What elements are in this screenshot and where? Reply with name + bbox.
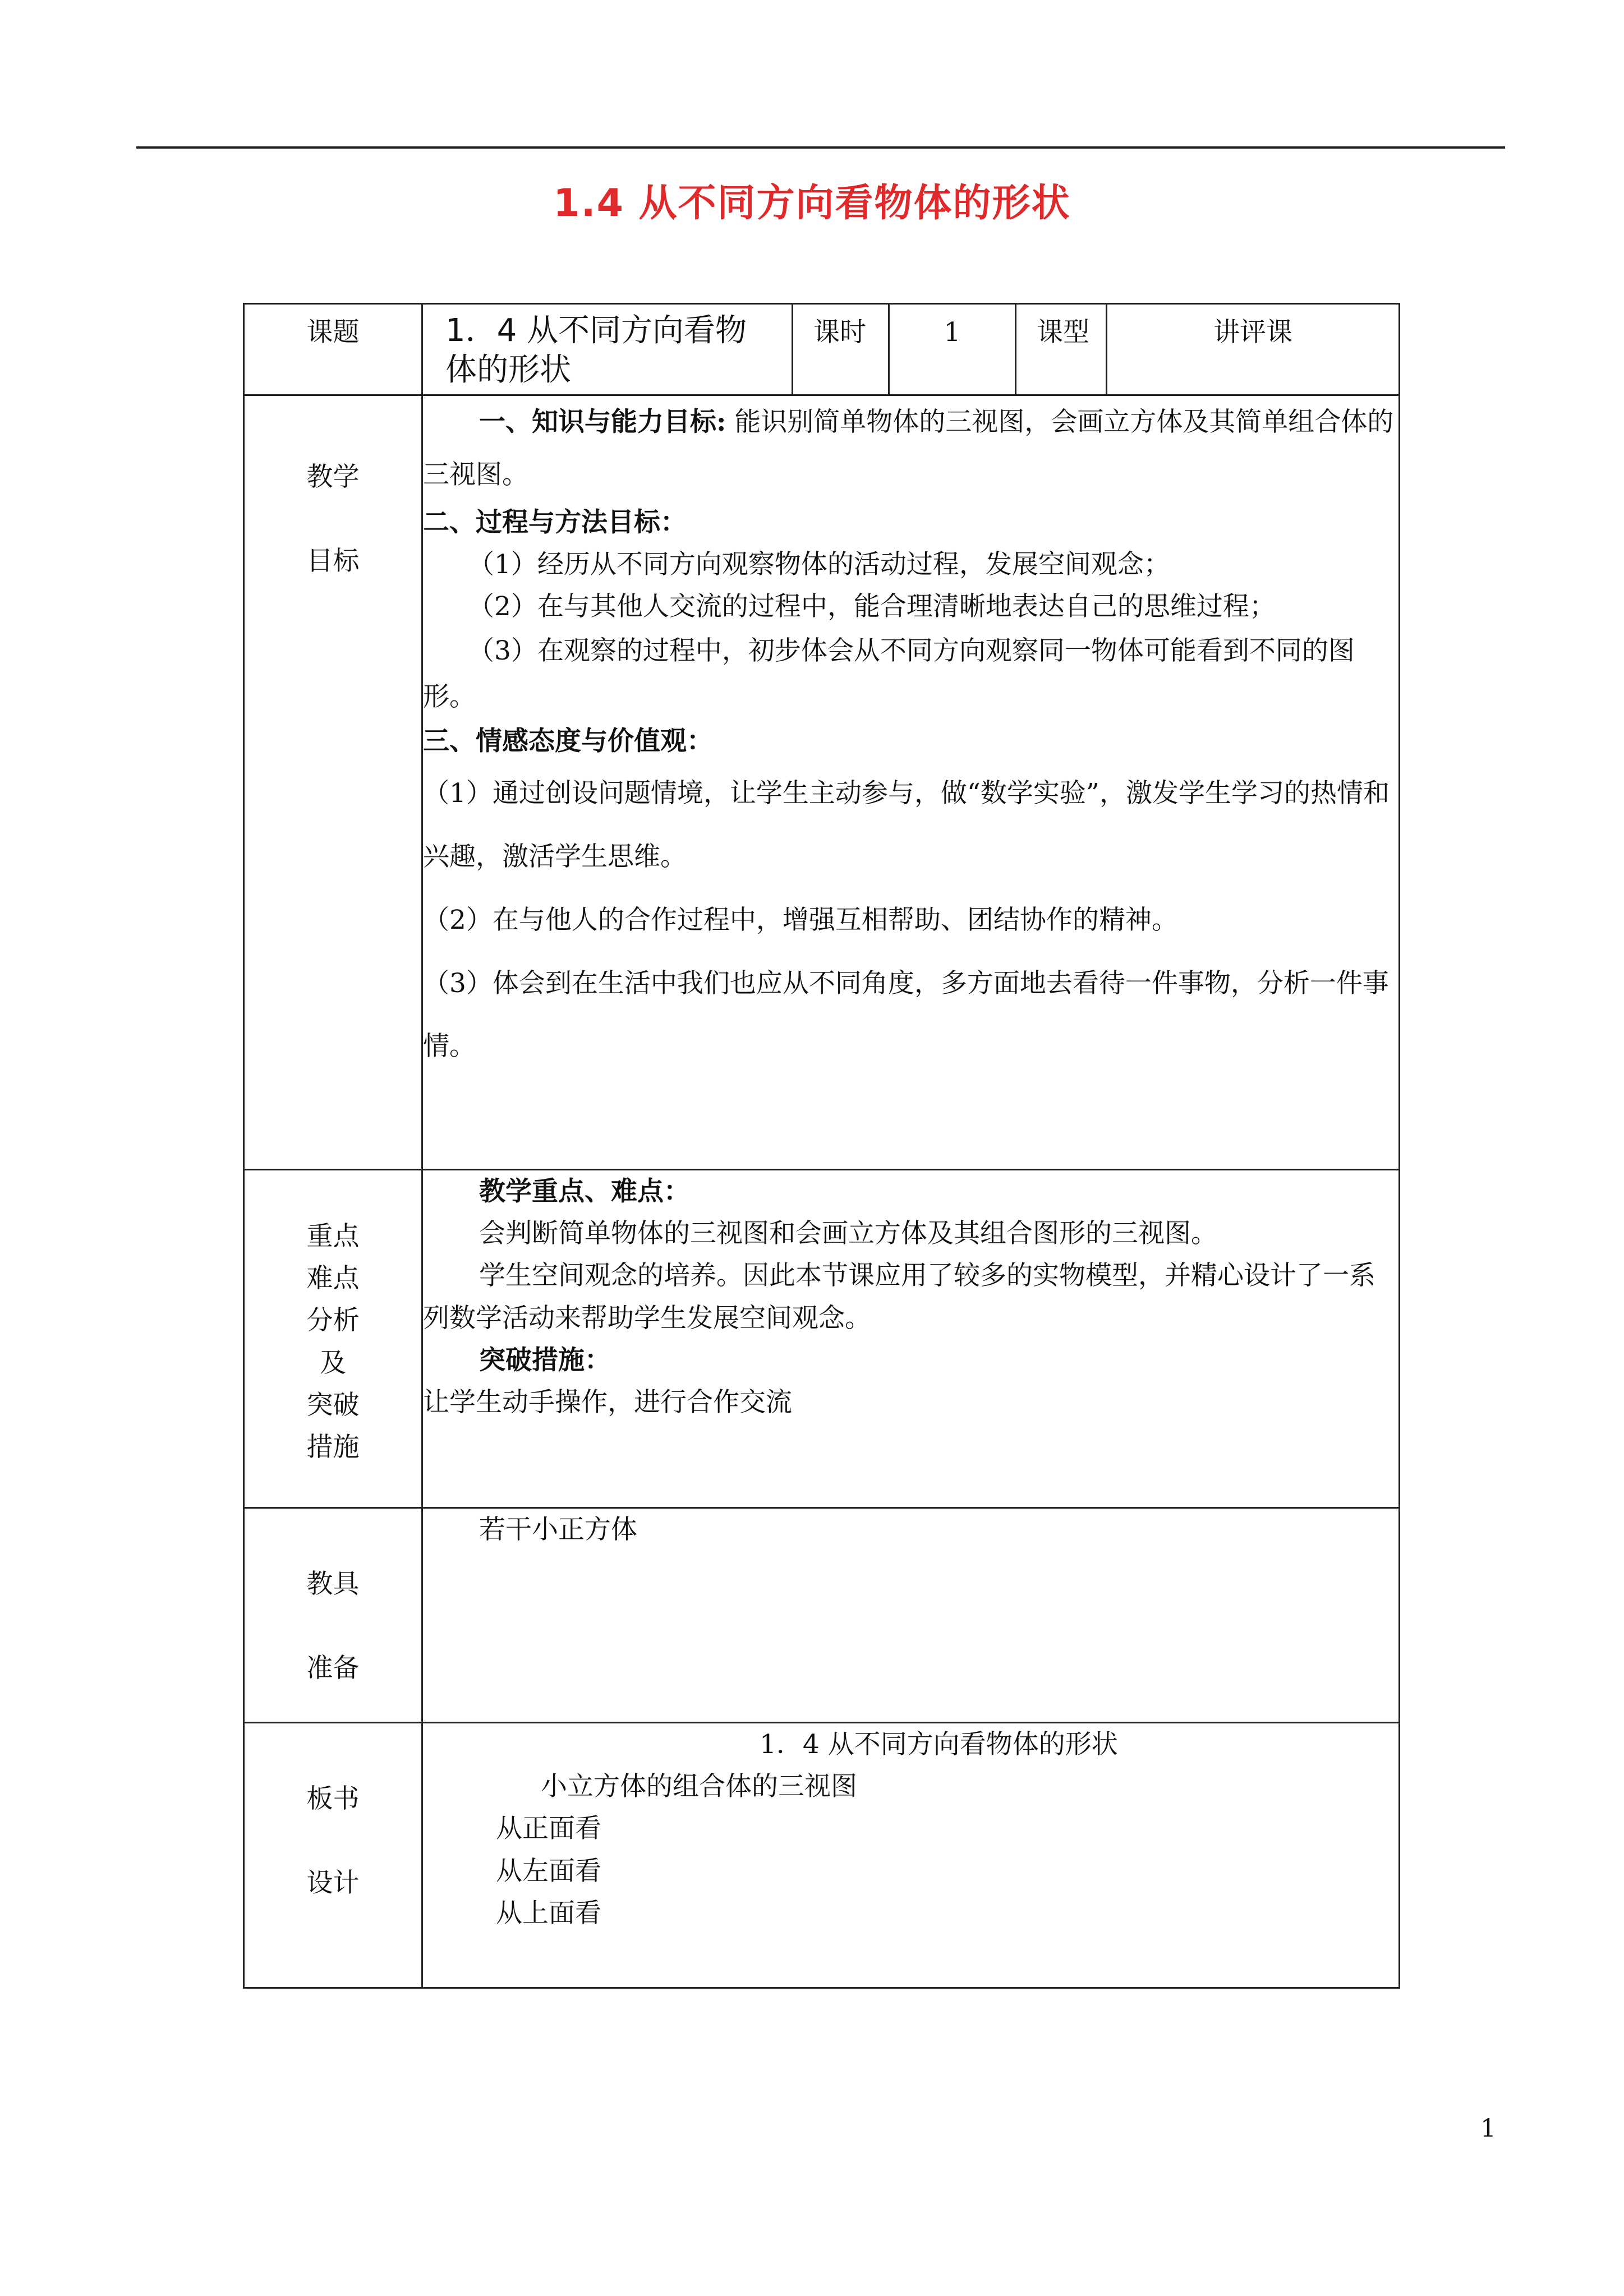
knowledge-text: 能识别简单物体的三视图，会画立方体及其简单组合体的三视图。	[423, 407, 1394, 490]
measures-heading: 突破措施：	[479, 1344, 611, 1376]
goals-content: 一、知识与能力目标: 能识别简单物体的三视图，会画立方体及其简单组合体的三视图。 二、过程与方法目标： （1）经历从不同方向观察物体的活动过程，发展空间观念； （2）在与其他人交流的过程中，能合理清晰地表达自己的思维过程； （3）在观察的过程中，初步体会从不同方向观察同一物体可能看到不同的图形。 三、情感态度与价值观： （1）通过创设问题情境，让学生主动参与，做“数学实验”，激发学生学习的热情和兴趣，激活学生思维。 （2）在与他人的合作过程中，增强互相帮助、团结协作的精神。 （3）体会到在生活中我们也应从不同角度，多方面地去看待一件事物，分析一件事情。	[422, 395, 1400, 1170]
tools-label	[244, 1508, 422, 1723]
key-points-line2: 学生空间观念的培养。因此本节课应用了较多的实物模型，并精心设计了一系列数学活动来帮助学生发展空间观念。	[423, 1260, 1375, 1334]
board-subtitle: 小立方体的组合体的三视图	[541, 1771, 857, 1802]
key-label-line6: 措施	[306, 1431, 360, 1463]
emotion-heading: 三、情感态度与价值观：	[423, 726, 713, 757]
board-row	[244, 1723, 1400, 1988]
emotion-item-3: （3）体会到在生活中我们也应从不同角度，多方面地去看待一件事物，分析一件事情。	[423, 967, 1389, 1062]
key-points-content	[422, 1170, 1400, 1508]
measures-text: 让学生动手操作，进行合作交流	[423, 1386, 792, 1418]
board-item-left: 从左面看	[496, 1855, 601, 1887]
topic-label: 课题	[244, 304, 422, 395]
emotion-item-2: （2）在与他人的合作过程中，增强互相帮助、团结协作的精神。	[423, 904, 1178, 935]
process-item-1: （1）经历从不同方向观察物体的活动过程，发展空间观念；	[468, 549, 1170, 580]
key-label-line3: 分析	[306, 1305, 360, 1336]
key-points-line1: 会判断简单物体的三视图和会画立方体及其组合图形的三视图。	[479, 1218, 1217, 1250]
header-row	[244, 304, 1400, 395]
board-label-line1: 板书	[306, 1783, 360, 1814]
goals-label	[244, 395, 422, 1170]
board-item-front: 从正面看	[496, 1813, 601, 1845]
goals-label-line1: 教学	[306, 462, 360, 492]
period-value: 1	[889, 304, 1016, 395]
board-content	[422, 1723, 1400, 1988]
key-label-line1: 重点	[306, 1221, 360, 1252]
header-rule	[136, 146, 1505, 149]
tools-label-line1: 教具	[306, 1569, 360, 1599]
type-value: 讲评课	[1107, 304, 1400, 395]
period-label: 课时	[793, 304, 889, 395]
document-title: 1.4 从不同方向看物体的形状	[553, 181, 1071, 225]
key-points-label	[244, 1170, 422, 1508]
board-item-top: 从上面看	[496, 1897, 601, 1929]
key-label-line2: 难点	[306, 1263, 360, 1294]
tools-text: 若干小正方体	[479, 1514, 637, 1545]
emotion-item-1: （1）通过创设问题情境，让学生主动参与，做“数学实验”，激发学生学习的热情和兴趣，激活学生思维。	[423, 778, 1390, 873]
page-number: 1	[1480, 2114, 1496, 2143]
process-item-2: （2）在与其他人交流的过程中，能合理清晰地表达自己的思维过程；	[468, 591, 1276, 623]
key-label-line4: 及	[320, 1347, 346, 1378]
knowledge-heading: 一、知识与能力目标	[479, 407, 716, 437]
key-label-line5: 突破	[306, 1389, 360, 1421]
tools-label-line2: 准备	[306, 1653, 360, 1684]
board-label	[244, 1723, 422, 1988]
board-label-line2: 设计	[306, 1868, 360, 1899]
key-points-row	[244, 1170, 1400, 1508]
topic-value: 1．4 从不同方向看物体的形状	[422, 304, 793, 395]
type-label: 课型	[1016, 304, 1107, 395]
key-points-heading: 教学重点、难点：	[479, 1176, 690, 1207]
process-heading: 二、过程与方法目标：	[423, 507, 687, 538]
goals-label-line2: 目标	[306, 546, 360, 577]
process-item-3: （3）在观察的过程中，初步体会从不同方向观察同一物体可能看到不同的图形。	[423, 635, 1355, 712]
tools-content	[422, 1508, 1400, 1723]
board-title: 1．4 从不同方向看物体的形状	[760, 1729, 1118, 1760]
goals-row	[244, 395, 1400, 1170]
lesson-plan-table	[243, 303, 1400, 1989]
tools-row	[244, 1508, 1400, 1723]
